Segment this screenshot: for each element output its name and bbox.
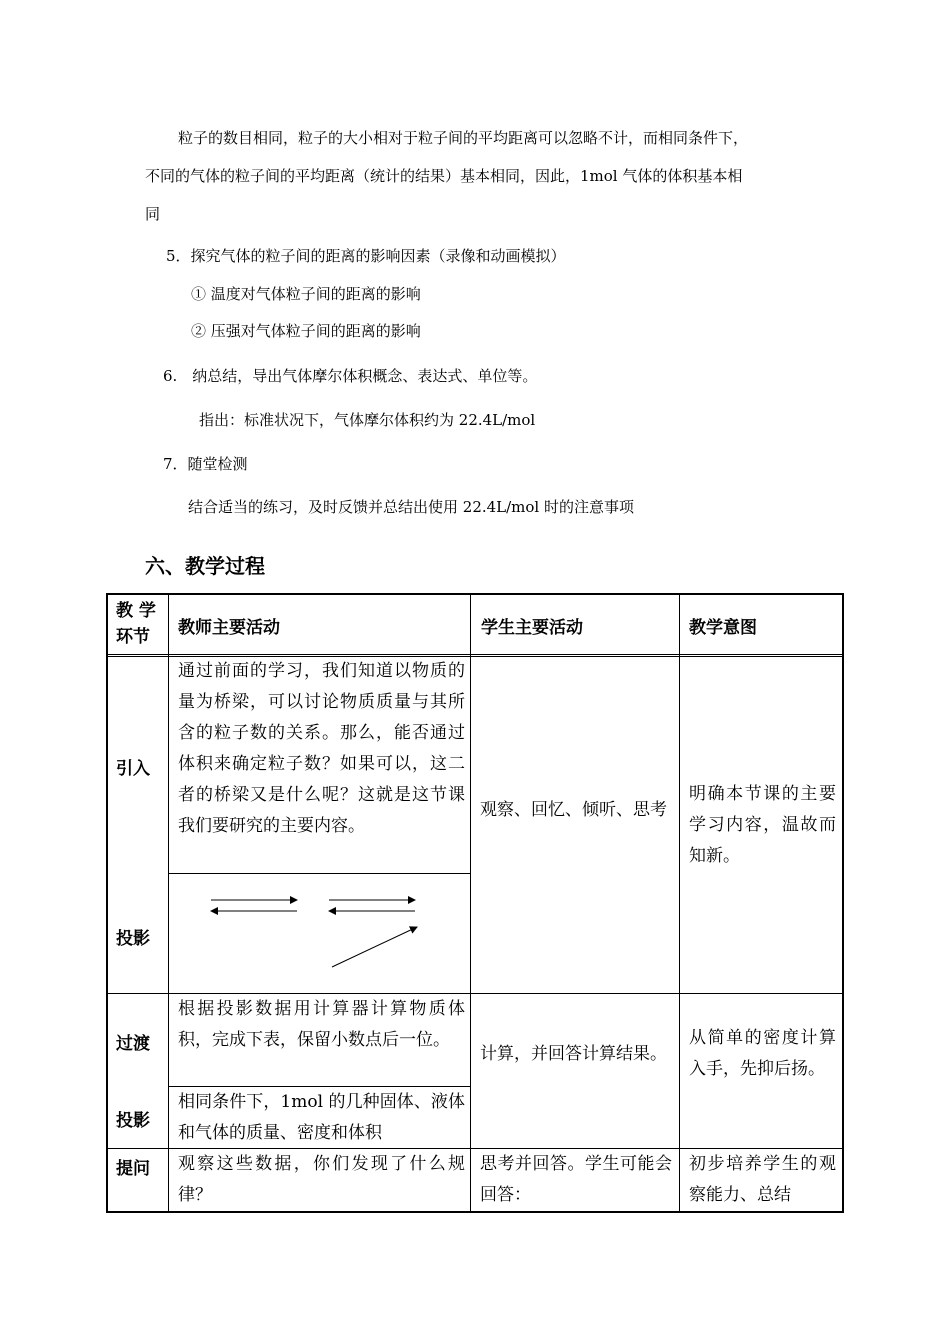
teacher-transition: 根据投影数据用计算器计算物质体积，完成下表，保留小数点后一位。 [178, 999, 465, 1050]
intent-question: 初步培养学生的观察能力、总结 [689, 1154, 836, 1205]
student-transition: 计算，并回答计算结果。 [480, 1044, 667, 1064]
item-6-note: 指出：标准状况下，气体摩尔体积约为 22.4L/mol [199, 411, 536, 429]
stage-question: 提问 [116, 1159, 150, 1179]
intent-transition: 从简单的密度计算入手，先抑后扬。 [689, 1028, 836, 1079]
item-5: 5．探究气体的粒子间的距离的影响因素（录像和动画模拟） [166, 247, 566, 265]
stage-intro: 引入 [116, 759, 150, 779]
header-intent: 教学意图 [689, 618, 757, 638]
item-7: 7．随堂检测 [163, 455, 248, 473]
header-stage-line2: 环节 [116, 627, 150, 647]
lesson-table [106, 593, 844, 1213]
teacher-projection-2: 相同条件下，1mol 的几种固体、液体和气体的质量、密度和体积 [178, 1092, 465, 1143]
intro-line-1: 粒子的数目相同，粒子的大小相对于粒子间的平均距离可以忽略不计，而相同条件下， [178, 129, 749, 147]
student-intro: 观察、回忆、倾听、思考 [480, 800, 667, 820]
section-title: 六、教学过程 [145, 554, 265, 578]
arrow-diagonal [332, 927, 417, 967]
stage-projection-2: 投影 [116, 1111, 150, 1131]
item-5-a: ① 温度对气体粒子间的距离的影响 [191, 285, 421, 303]
header-stage-line1: 教 学 [116, 601, 156, 621]
item-5-b: ② 压强对气体粒子间的距离的影响 [191, 322, 421, 340]
stage-transition: 过渡 [116, 1034, 150, 1054]
intro-line-2: 不同的气体的粒子间的平均距离（统计的结果）基本相同，因此，1mol 气体的体积基本相 [145, 167, 743, 185]
intro-line-3: 同 [145, 205, 161, 223]
teacher-intro: 通过前面的学习，我们知道以物质的量为桥梁，可以讨论物质质量与其所含的粒子数的关系。那么，能否通过体积来确定粒子数？如果可以，这二者的桥梁又是什么呢？这就是这节课我们要研究的主要内容。 [178, 661, 465, 836]
intent-intro: 明确本节课的主要学习内容，温故而知新。 [689, 784, 836, 866]
student-question: 思考并回答。学生可能会回答： [480, 1154, 672, 1205]
item-6: 6. 纳总结，导出气体摩尔体积概念、表达式、单位等。 [163, 367, 538, 385]
stage-projection-1: 投影 [116, 929, 150, 949]
header-student: 学生主要活动 [481, 618, 583, 638]
projection-diagram [169, 874, 470, 993]
header-stage [116, 598, 156, 650]
teacher-question: 观察这些数据，你们发现了什么规律？ [178, 1154, 465, 1205]
item-7-note: 结合适当的练习，及时反馈并总结出使用 22.4L/mol 时的注意事项 [188, 498, 635, 516]
header-teacher: 教师主要活动 [178, 618, 280, 638]
